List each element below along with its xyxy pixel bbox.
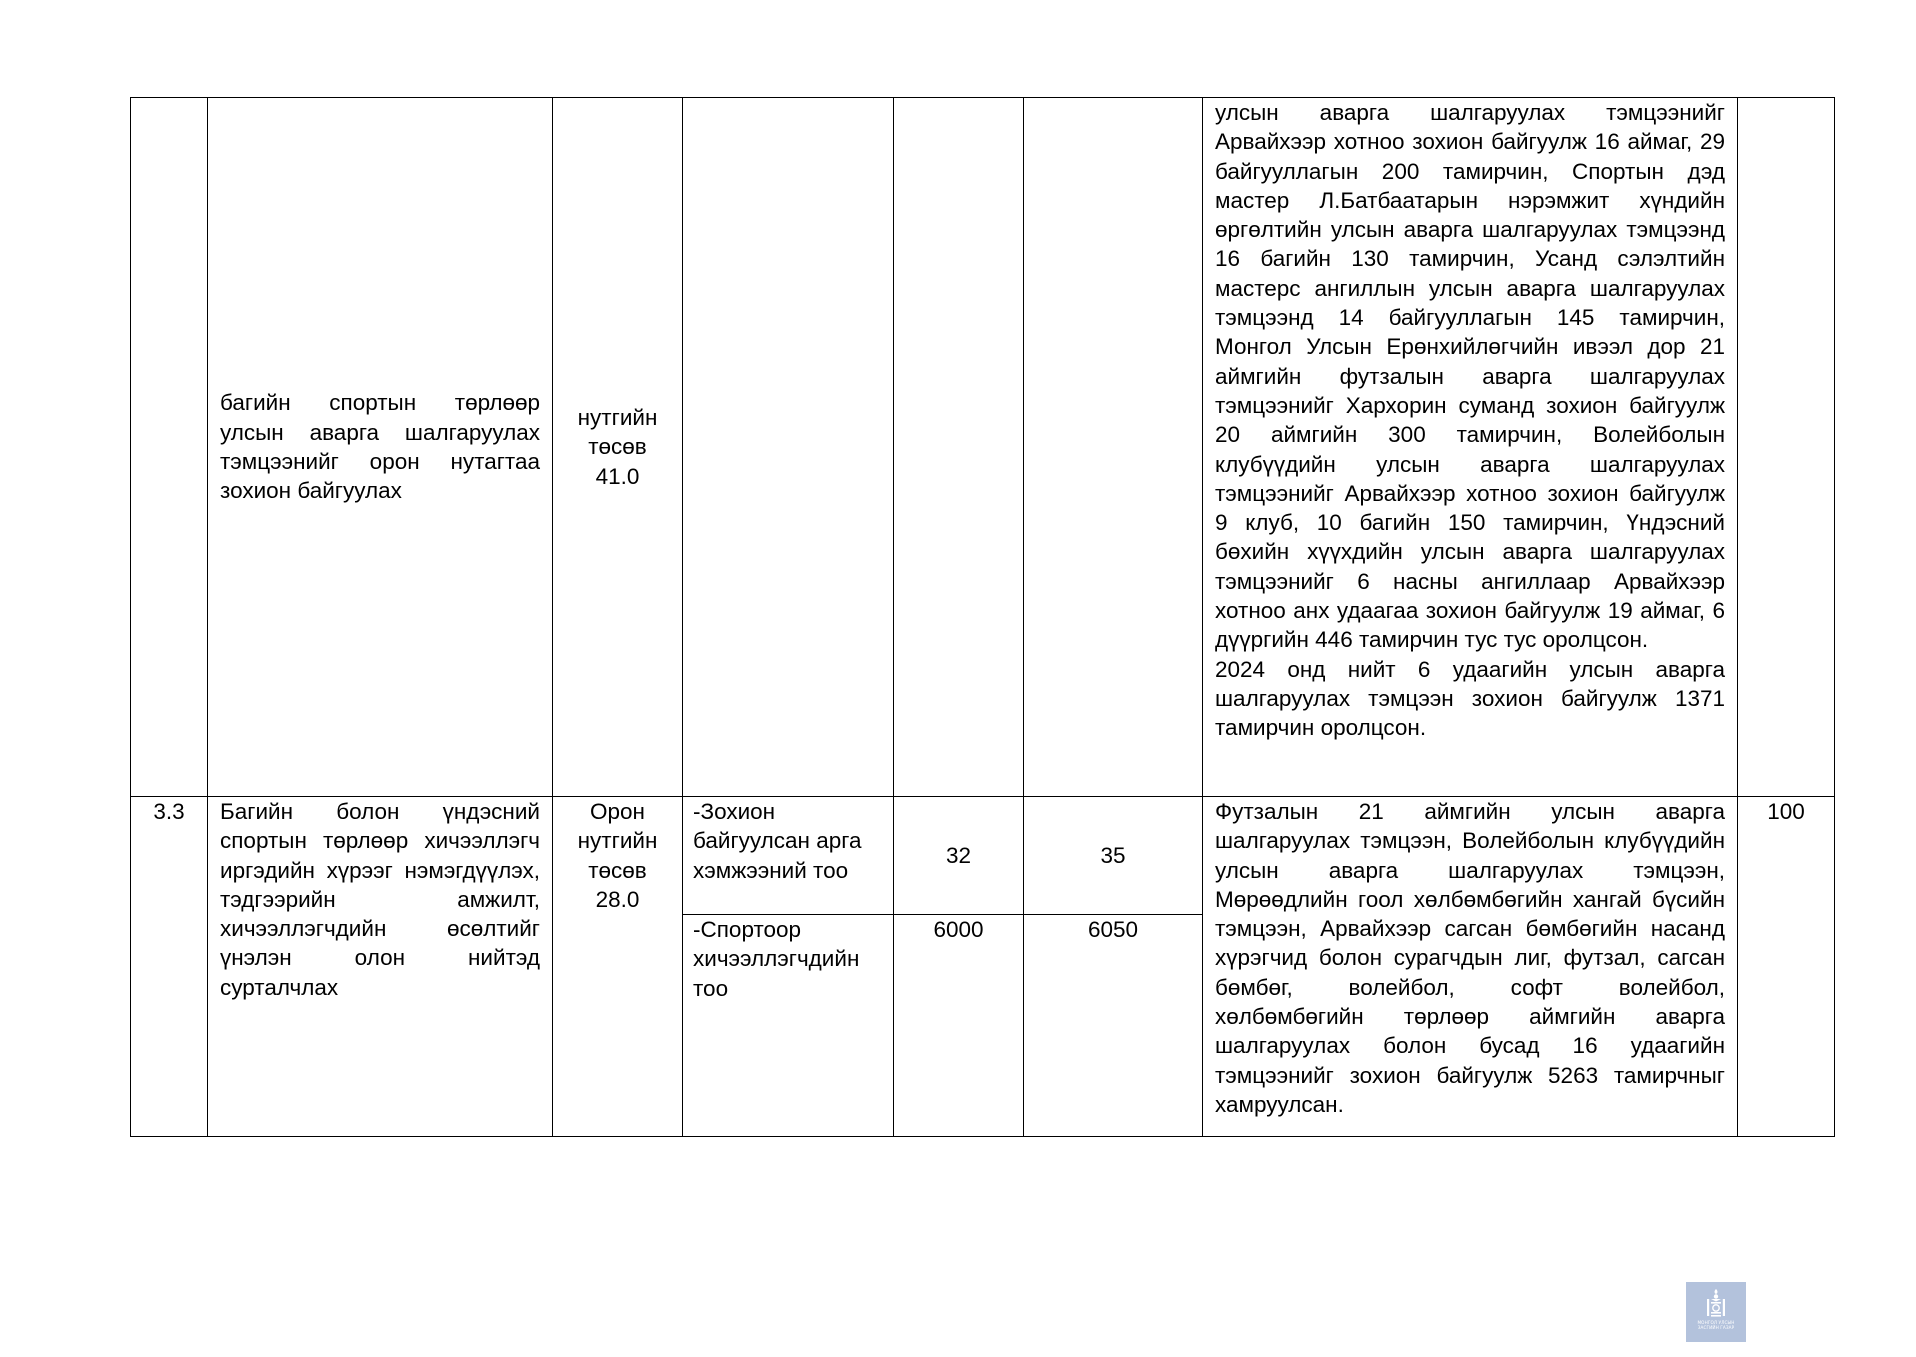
government-logo (1686, 1282, 1746, 1342)
baseline-cell (894, 797, 1024, 915)
table-row (131, 797, 1835, 915)
baseline-value: 6000 (933, 917, 984, 942)
score-value: 100 (1767, 799, 1805, 824)
target-cell (1024, 797, 1203, 915)
logo-line-2: ЗАСГИЙН ГАЗАР (1697, 1325, 1735, 1330)
result-cell (1203, 98, 1738, 797)
table-row (131, 98, 1835, 797)
row-number-cell (131, 797, 208, 1137)
budget-cell (553, 98, 683, 797)
results-table (130, 97, 1835, 1137)
indicator-label: -Спортоор хичээллэгчдийн тоо (693, 917, 860, 1001)
budget-text: Орон нутгийн төсөв 28.0 (577, 799, 658, 912)
indicator-label: -Зохион байгуулсан арга хэмжээний тоо (693, 799, 862, 883)
activity-text: Багийн болон үндэсний спортын төрлөөр хичээллэгч иргэдийн хүрээг нэмэгдүүлэх, тэдгээрийн амжилт, хичээллэгчдийн өсөлтийг үнэлэн олон нийтэд сурталчлах (220, 799, 540, 1000)
row-number-cell (131, 98, 208, 797)
target-cell (1024, 98, 1203, 797)
result-text: Футзалын 21 аймгийн улсын аварга шалгаруулах тэмцээн, Волейболын клубүүдийн улсын аварга шалгаруулах тэмцээн, Мөрөөдлийн гоол хөлбөмбөгийн хангай бүсийн тэмцээн, Арвайхээр сагсан бөмбөгийн насанд хүрэгчид болон сурагчдын лиг, футзал, сагсан бөмбөг, волейбол, софт волейбол, хөлбөмбөгийн төрлөөр аймгийн аварга шалгаруулах болон бусад 16 удаагийн тэмцээнийг зохион байгуулж 5263 тамирчныг хамруулсан. (1215, 799, 1725, 1117)
indicator-cell (683, 797, 894, 915)
score-cell (1738, 797, 1835, 1137)
activity-cell (208, 797, 553, 1137)
target-cell (1024, 915, 1203, 1137)
result-summary: 2024 онд нийт 6 удаагийн улсын аварга шалгаруулах тэмцээн зохион байгуулж 1371 тамирчин оролцсон. (1215, 656, 1725, 741)
row-number: 3.3 (153, 799, 185, 824)
baseline-cell (894, 98, 1024, 797)
soyombo-icon (1703, 1288, 1729, 1318)
target-value: 6050 (1087, 917, 1139, 942)
activity-cell (208, 98, 553, 797)
budget-cell (553, 797, 683, 1137)
indicator-cell (683, 98, 894, 797)
activity-text: багийн спортын төрлөөр улсын аварга шалгаруулах тэмцээнийг орон нутагтаа зохион байгуулах (220, 390, 540, 504)
logo-line-1: МОНГОЛ УЛСЫН (1697, 1320, 1735, 1325)
target-value: 35 (1100, 842, 1126, 868)
result-cell (1203, 797, 1738, 1137)
baseline-value: 32 (945, 842, 972, 868)
score-cell (1738, 98, 1835, 797)
baseline-cell (894, 915, 1024, 1137)
budget-text: нутгийн төсөв 41.0 (577, 405, 658, 489)
result-paragraph: улсын аварга шалгаруулах тэмцээнийг Арвайхээр хотноо зохион байгуулж 16 аймаг, 29 байгууллагын 200 тамирчин, Спортын дэд мастер Л.Батбаатарын нэрэмжит хүндийн өргөлтийн улсын аварга шалгаруулах тэмцээнд 16 багийн 130 тамирчин, Усанд сэлэлтийн мастерс ангиллын улсын аварга шалгаруулах тэмцээнд 14 байгууллагын 145 тамирчин, Монгол Улсын Ерөнхийлөгчийн ивээл дор 21 аймгийн футзалын аварга шалгаруулах тэмцээнийг Хархорин суманд зохион байгуулж 20 аймгийн 300 тамирчин, Волейболын клубүүдийн улсын аварга шалгаруулах тэмцээнийг Арвайхээр хотноо зохион байгуулж 9 клуб, 10 багийн 150 тамирчин, Үндэсний бөхийн хүүхдийн улсын аварга шалгаруулах тэмцээнийг 6 насны ангиллаар Арвайхээр хотноо анх удаагаа зохион байгуулж 19 аймаг, 6 дүүргийн 446 тамирчин тус тус оролцсон. (1215, 100, 1725, 653)
indicator-cell (683, 915, 894, 1137)
